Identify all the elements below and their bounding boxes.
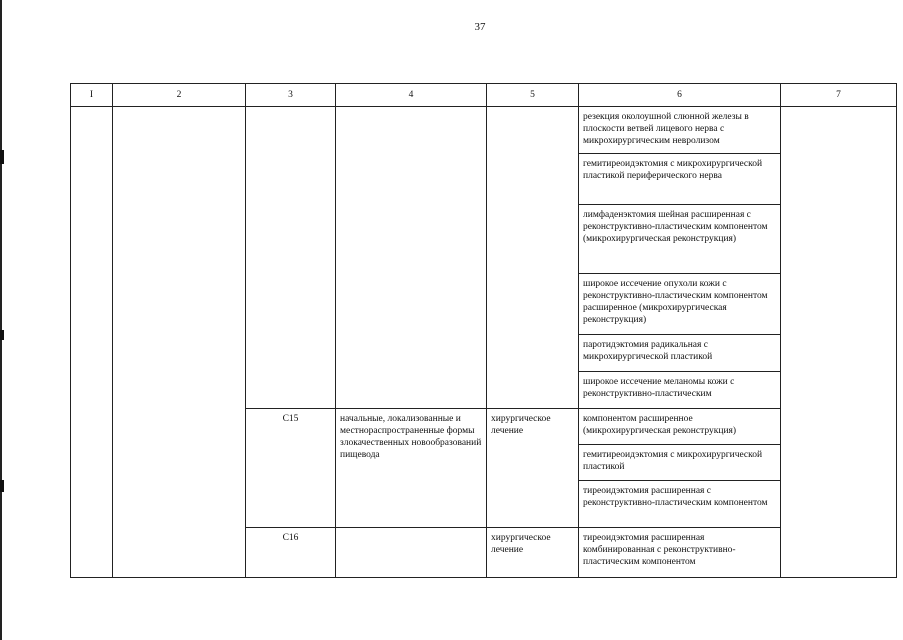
method-text: тиреоидэктомия расширенная комбинированная с реконструктивно-пластическим компонентом — [583, 533, 736, 568]
method-cell — [579, 154, 781, 204]
condition-cell — [336, 107, 487, 409]
column-header-3: 3 — [246, 84, 336, 107]
method-text: гемитиреоидэктомия с микрохирургической пластикой — [583, 449, 763, 472]
column-header-1: I — [71, 84, 113, 107]
method-cell — [579, 274, 781, 335]
column-header-7: 7 — [781, 84, 897, 107]
method-text: широкое иссечение опухоли кожи с реконструктивно-пластическим компонентом расширенное (микрохирургическая реконструкция) — [583, 279, 768, 326]
column-7-cell — [781, 107, 897, 578]
column-header-6: 6 — [579, 84, 781, 107]
method-text: лимфаденэктомия шейная расширенная с реконструктивно-пластическим компонентом (микрохирургическая реконструкция) — [583, 209, 768, 244]
code-text: С16 — [282, 533, 299, 544]
method-text: резекция околоушной слюнной железы в плоскости ветвей лицевого нерва с микрохирургическим невролизом — [583, 112, 749, 146]
condition-cell — [336, 528, 487, 578]
method-cell — [579, 334, 781, 371]
method-cell — [579, 444, 781, 480]
condition-text — [336, 528, 486, 534]
method-cell — [579, 408, 781, 444]
column-1-cell — [71, 107, 113, 578]
code-text: С15 — [282, 413, 299, 424]
column-header-4: 4 — [336, 84, 487, 107]
treatment-cell — [487, 408, 579, 528]
treatment-text: хирургическое лечение — [491, 533, 551, 556]
method-text: гемитиреоидэктомия с микрохирургической пластикой периферического нерва — [583, 159, 763, 182]
page-number: 37 — [474, 21, 486, 33]
method-text: паротидэктомия радикальная с микрохирургической пластикой — [583, 339, 713, 362]
code-cell — [246, 408, 336, 528]
binding-mark — [0, 330, 4, 340]
condition-cell — [336, 408, 487, 528]
method-text: тиреоидэктомия расширенная с реконструктивно-пластическим компонентом — [583, 486, 768, 509]
medical-procedures-table — [70, 83, 897, 578]
binding-mark — [0, 480, 4, 492]
treatment-cell — [487, 528, 579, 578]
code-cell — [246, 107, 336, 409]
column-header-2: 2 — [113, 84, 246, 107]
treatment-text: хирургическое лечение — [491, 413, 551, 436]
binding-mark — [0, 150, 4, 164]
code-cell — [246, 528, 336, 578]
method-text: компонентом расширенное (микрохирургическая реконструкция) — [583, 413, 737, 436]
method-cell — [579, 528, 781, 578]
table-header-row — [71, 84, 897, 107]
method-cell — [579, 107, 781, 154]
method-text: широкое иссечение меланомы кожи с реконструктивно-пластическим — [583, 377, 735, 400]
treatment-cell — [487, 107, 579, 409]
column-header-5: 5 — [487, 84, 579, 107]
column-2-cell — [113, 107, 246, 578]
method-cell — [579, 204, 781, 274]
table-row — [71, 107, 897, 154]
page-binding-edge — [0, 0, 2, 640]
method-cell — [579, 372, 781, 408]
condition-text: начальные, локализованные и местнораспространенные формы злокачественных новообразований пищевода — [340, 413, 482, 460]
method-cell — [579, 481, 781, 528]
